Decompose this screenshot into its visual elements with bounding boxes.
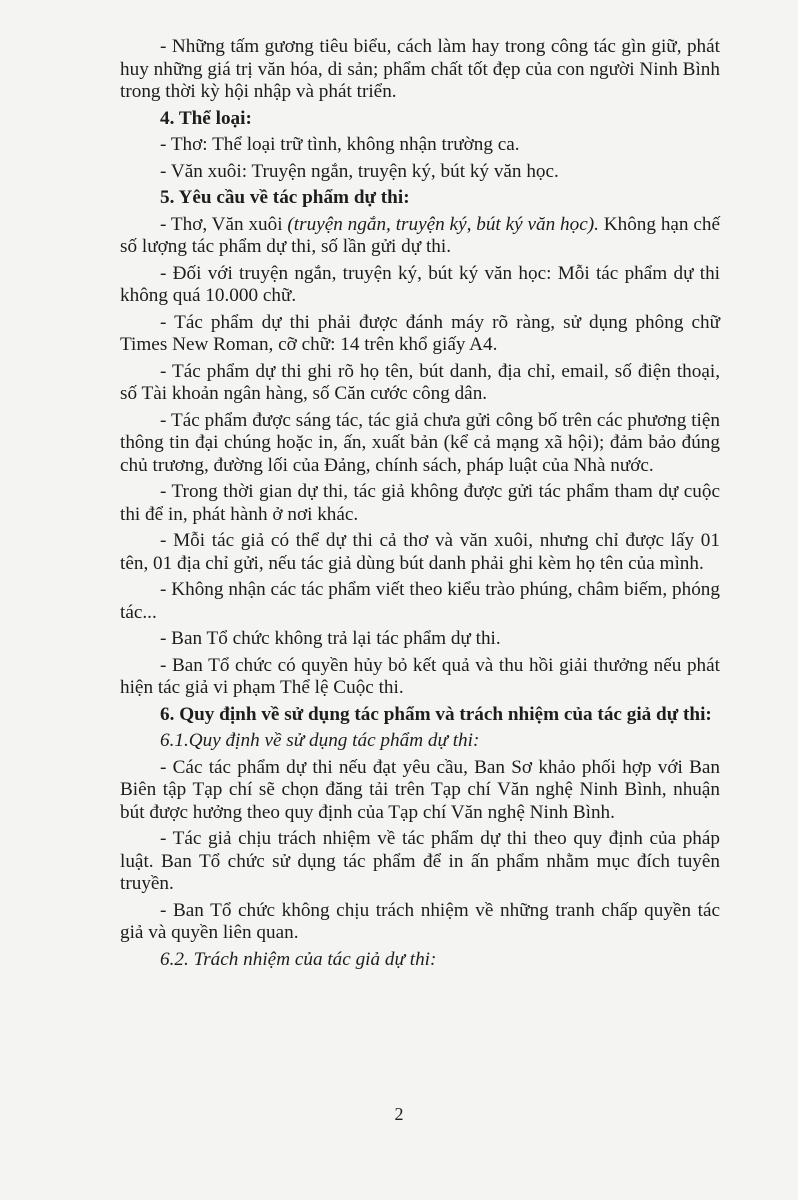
page-number: 2 <box>394 1104 404 1124</box>
text-span: Không hạn chế số lượng tác phẩm dự thi, số lần gửi dự thi. <box>120 213 720 257</box>
paragraph-no-publishing-elsewhere: - Trong thời gian dự thi, tác giả không được gửi tác phẩm tham dự cuộc thi để in, phát hành ở nơi khác. <box>120 481 720 525</box>
paragraph-word-limit: - Đối với truyện ngắn, truyện ký, bút ký văn học: Mỗi tác phẩm dự thi không quá 10.000 chữ. <box>120 262 720 306</box>
paragraph-poetry: - Thơ: Thể loại trữ tình, không nhận trường ca. <box>160 134 520 155</box>
italic-text-span: (truyện ngắn, truyện ký, bút ký văn học). <box>287 213 599 235</box>
subsection-heading-usage: 6.1.Quy định về sử dụng tác phẩm dự thi: <box>160 730 480 751</box>
section-heading-usage-responsibility: 6. Quy định về sử dụng tác phẩm và trách nhiệm của tác giả dự thi: <box>160 703 712 725</box>
paragraph-prose: - Văn xuôi: Truyện ngắn, truyện ký, bút ký văn học. <box>160 160 559 182</box>
paragraph-legal-responsibility: - Tác giả chịu trách nhiệm về tác phẩm dự thi theo quy định của pháp luật. Ban Tổ chức sử dụng tác phẩm để in ấn phẩm nhằm mục đích tuyên truyền. <box>120 828 720 894</box>
paragraph-cancel-results: - Ban Tổ chức có quyền hủy bỏ kết quả và thu hồi giải thưởng nếu phát hiện tác giả vi phạm Thể lệ Cuộc thi. <box>120 654 720 698</box>
paragraph-examples: - Những tấm gương tiêu biểu, cách làm hay trong công tác gìn giữ, phát huy những giá trị văn hóa, di sản; phẩm chất tốt đẹp của con người Ninh Bình trong thời kỳ hội nhập và phát triển. <box>120 36 720 102</box>
paragraph-no-satire: - Không nhận các tác phẩm viết theo kiểu trào phúng, châm biếm, phóng tác... <box>120 579 720 623</box>
section-heading-genre: 4. Thể loại: <box>160 107 252 129</box>
paragraph-no-return: - Ban Tổ chức không trả lại tác phẩm dự thi. <box>160 628 501 649</box>
text-span: - Thơ, Văn xuôi <box>160 213 288 235</box>
paragraph-one-name: - Mỗi tác giả có thể dự thi cả thơ và văn xuôi, nhưng chỉ được lấy 01 tên, 01 địa chỉ gửi, nếu tác giả dùng bút danh phải ghi kèm họ tên của mình. <box>120 530 720 574</box>
section-heading-requirements: 5. Yêu cầu về tác phẩm dự thi: <box>160 187 410 208</box>
paragraph-publication: - Các tác phẩm dự thi nếu đạt yêu cầu, Ban Sơ khảo phối hợp với Ban Biên tập Tạp chí sẽ chọn đăng tải trên Tạp chí Văn nghệ Ninh Bình, nhuận bút được hưởng theo quy định của Tạp chí Văn nghệ Ninh Bình. <box>120 756 720 823</box>
paragraph-author-info: - Tác phẩm dự thi ghi rõ họ tên, bút danh, địa chỉ, email, số điện thoại, số Tài khoản ngân hàng, số Căn cước công dân. <box>120 360 720 404</box>
paragraph-typing-format: - Tác phẩm dự thi phải được đánh máy rõ ràng, sử dụng phông chữ Times New Roman, cỡ chữ: 14 trên khổ giấy A4. <box>120 311 720 355</box>
paragraph-copyright-disputes: - Ban Tổ chức không chịu trách nhiệm về những tranh chấp quyền tác giả và quyền liên quan. <box>120 899 720 943</box>
subsection-heading-author-responsibility: 6.2. Trách nhiệm của tác giả dự thi: <box>160 948 437 970</box>
paragraph-poetry-prose-limit <box>120 214 720 259</box>
paragraph-unpublished: - Tác phẩm được sáng tác, tác giả chưa gửi công bố trên các phương tiện thông tin đại chúng hoặc in, ấn, xuất bản (kể cả mạng xã hội); đảm bảo đúng chủ trương, đường lối của Đảng, chính sách, pháp luật của Nhà nước. <box>120 409 720 476</box>
